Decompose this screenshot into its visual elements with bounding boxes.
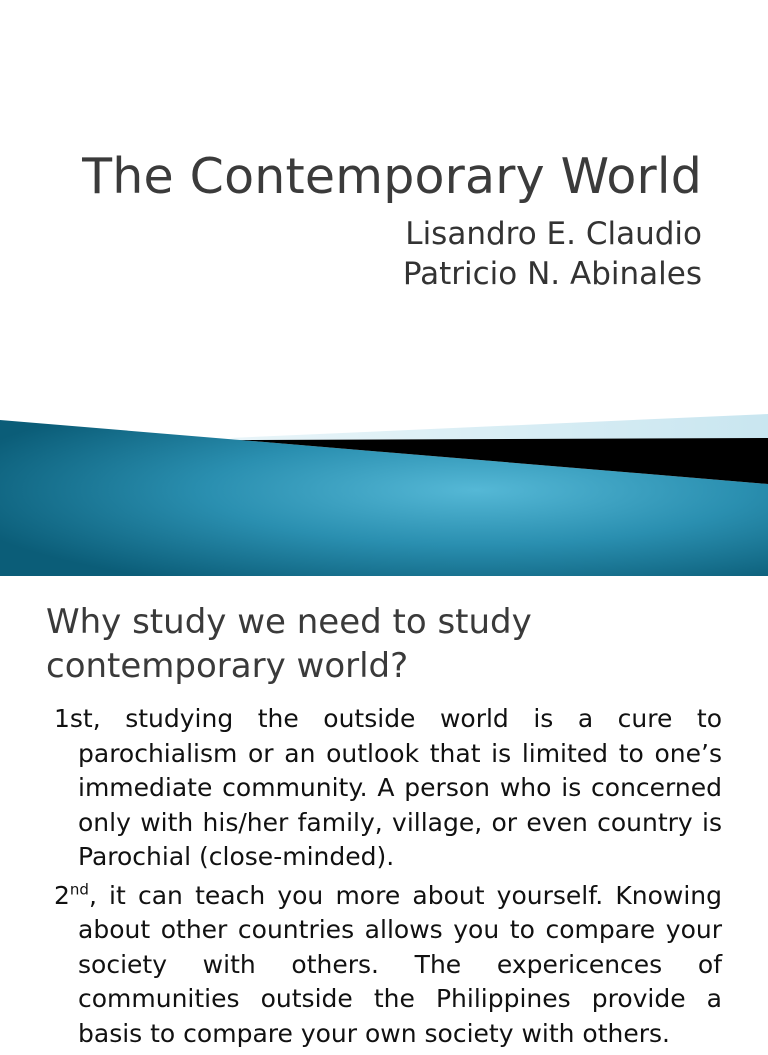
content-slide (0, 576, 768, 1048)
para2-ordinal: nd (69, 880, 89, 899)
banner-light-wedge (230, 414, 768, 440)
para2-number: 2 (54, 880, 70, 910)
slide-title: The Contemporary World (82, 148, 702, 205)
slide-subtitle (403, 214, 702, 294)
slide-heading: Why study we need to study contemporary world? (46, 602, 532, 686)
para2-text: , it can teach you more about yourself. Knowing about other countries allows you to compare your society with others. The expericences of communities outside the Philippines provide a basis to compare your own society with others. (78, 880, 722, 1048)
author-1: Lisandro E. Claudio (405, 216, 702, 252)
author-2: Patricio N. Abinales (402, 256, 702, 292)
paragraph-1: 1st, studying the outside world is a cure to parochialism or an outlook that is limited to one’s immediate community. A person who is concerned only with his/her family, village, or even country is Parochial (close-minded). (54, 704, 722, 871)
decorative-banner (0, 410, 768, 576)
paragraph-2 (54, 879, 722, 1052)
slide-body (54, 702, 722, 1055)
